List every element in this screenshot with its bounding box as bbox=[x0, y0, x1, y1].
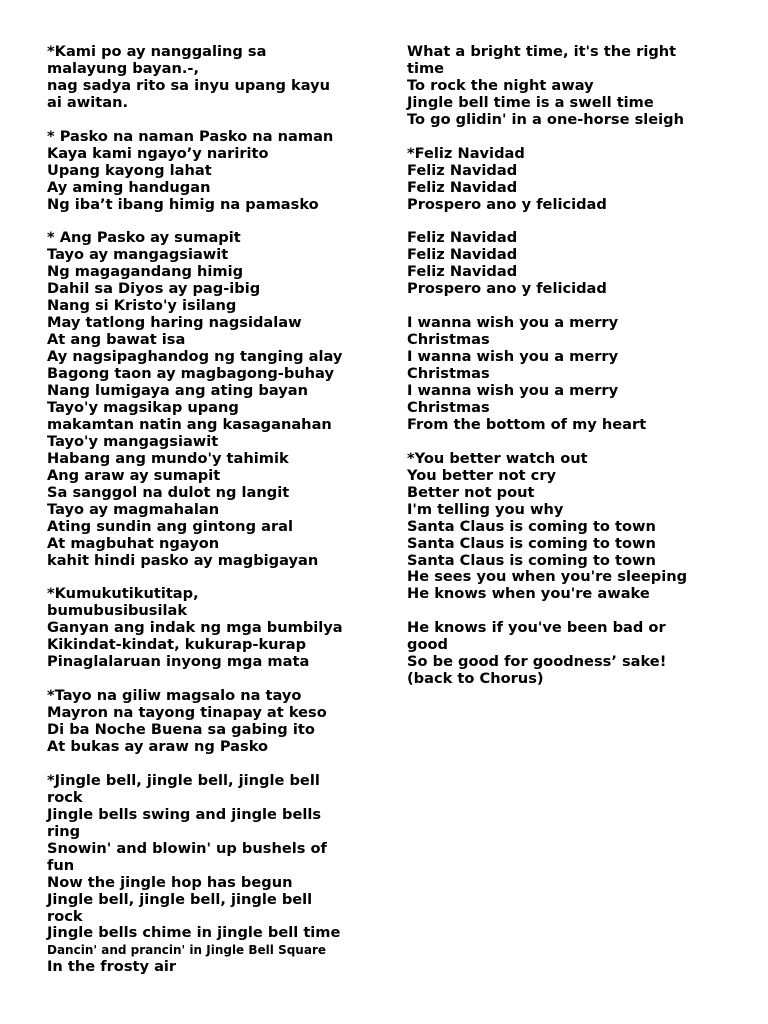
lyric-line: Santa Claus is coming to town bbox=[407, 517, 656, 535]
lyric-line: Dancin' and prancin' in Jingle Bell Square bbox=[47, 943, 326, 958]
lyric-line: Feliz Navidad bbox=[407, 161, 518, 179]
lyric-line: Jingle bell, jingle bell, jingle bell bbox=[47, 890, 313, 908]
lyric-line: Kaya kami ngayo’y naririto bbox=[47, 144, 269, 162]
lyric-line: (back to Chorus) bbox=[407, 670, 544, 688]
lyric-line: * Pasko na naman Pasko na naman bbox=[47, 127, 334, 145]
stanza bbox=[407, 230, 747, 298]
lyric-line: Feliz Navidad bbox=[407, 246, 518, 264]
lyric-line: *Kumukutikutitap, bbox=[47, 585, 199, 603]
lyric-line: Better not pout bbox=[407, 483, 535, 501]
lyric-line: ring bbox=[47, 822, 81, 840]
lyric-line: From the bottom of my heart bbox=[407, 415, 647, 433]
lyric-line: Prospero ano y felicidad bbox=[407, 195, 607, 213]
lyric-line: Upang kayong lahat bbox=[47, 161, 212, 179]
lyric-line: Christmas bbox=[407, 398, 490, 416]
stanza bbox=[407, 620, 747, 688]
lyric-line: Feliz Navidad bbox=[407, 263, 518, 281]
lyric-line: nag sadya rito sa inyu upang kayu bbox=[47, 76, 331, 94]
lyric-line: ai awitan. bbox=[47, 93, 129, 111]
lyric-line: At ang bawat isa bbox=[47, 331, 186, 349]
lyric-line: I'm telling you why bbox=[407, 500, 564, 518]
lyric-line: May tatlong haring nagsidalaw bbox=[47, 314, 302, 332]
lyric-line: rock bbox=[47, 907, 83, 925]
lyric-line: kahit hindi pasko ay magbigayan bbox=[47, 551, 319, 569]
lyric-line: I wanna wish you a merry bbox=[407, 348, 619, 366]
lyric-line: malayung bayan.-, bbox=[47, 59, 200, 77]
lyric-line: Feliz Navidad bbox=[407, 229, 518, 247]
lyric-line: I wanna wish you a merry bbox=[407, 314, 619, 332]
lyric-line: Kikindat-kindat, kukurap-kurap bbox=[47, 636, 307, 654]
lyric-line: Santa Claus is coming to town bbox=[407, 551, 656, 569]
lyric-line: At bukas ay araw ng Pasko bbox=[47, 738, 269, 756]
lyric-line: *Feliz Navidad bbox=[407, 144, 525, 162]
lyric-line: Ganyan ang indak ng mga bumbilya bbox=[47, 619, 343, 637]
stanza bbox=[47, 688, 377, 756]
lyric-line: Santa Claus is coming to town bbox=[407, 534, 656, 552]
lyric-line: So be good for goodness’ sake! bbox=[407, 653, 667, 671]
lyric-line: Ay nagsipaghandog ng tanging alay bbox=[47, 348, 343, 366]
lyric-line: Prospero ano y felicidad bbox=[407, 280, 607, 298]
lyric-line: Tayo'y magsikap upang bbox=[47, 398, 239, 416]
lyric-line: Now the jingle hop has begun bbox=[47, 873, 293, 891]
stanza bbox=[407, 44, 747, 129]
lyric-line: Nang si Kristo'y isilang bbox=[47, 297, 237, 315]
stanza bbox=[47, 586, 377, 671]
lyric-line: *Kami po ay nanggaling sa bbox=[47, 43, 267, 60]
lyric-line: Jingle bell time is a swell time bbox=[407, 93, 654, 111]
lyric-line: Ay aming handugan bbox=[47, 178, 211, 196]
lyric-line: Tayo ay magmahalan bbox=[47, 500, 220, 518]
lyric-line: rock bbox=[47, 788, 83, 806]
lyric-line: What a bright time, it's the right bbox=[407, 43, 677, 60]
lyrics-column-right bbox=[407, 44, 747, 705]
stanza bbox=[47, 773, 377, 976]
lyric-line: To rock the night away bbox=[407, 76, 594, 94]
lyric-line: bumubusibusilak bbox=[47, 602, 188, 620]
lyric-line: To go glidin' in a one-horse sleigh bbox=[407, 110, 684, 128]
lyric-line: Ng iba’t ibang himig na pamasko bbox=[47, 195, 319, 213]
lyric-line: He knows when you're awake bbox=[407, 585, 650, 603]
lyric-line: makamtan natin ang kasaganahan bbox=[47, 415, 332, 433]
lyric-line: time bbox=[407, 59, 445, 77]
lyric-line: At magbuhat ngayon bbox=[47, 534, 220, 552]
lyric-line: *Tayo na giliw magsalo na tayo bbox=[47, 687, 302, 705]
lyric-line: In the frosty air bbox=[47, 958, 177, 976]
lyric-line: You better not cry bbox=[407, 466, 557, 484]
stanza bbox=[47, 230, 377, 569]
lyric-line: Christmas bbox=[407, 365, 490, 383]
lyric-line: Dahil sa Diyos ay pag-ibig bbox=[47, 280, 261, 298]
lyric-line: I wanna wish you a merry bbox=[407, 382, 619, 400]
lyric-line: Ating sundin ang gintong aral bbox=[47, 517, 293, 535]
lyric-line: good bbox=[407, 636, 448, 654]
lyric-line: Pinaglalaruan inyong mga mata bbox=[47, 653, 310, 671]
lyric-line: Sa sanggol na dulot ng langit bbox=[47, 483, 290, 501]
stanza bbox=[47, 129, 377, 214]
lyric-line: *Jingle bell, jingle bell, jingle bell bbox=[47, 771, 320, 789]
lyric-line: * Ang Pasko ay sumapit bbox=[47, 229, 241, 247]
lyric-line: Tayo ay mangagsiawit bbox=[47, 246, 229, 264]
lyric-line: *You better watch out bbox=[407, 449, 588, 467]
lyric-line: Di ba Noche Buena sa gabing ito bbox=[47, 721, 315, 739]
stanza bbox=[407, 146, 747, 214]
lyric-line: Bagong taon ay magbagong-buhay bbox=[47, 365, 334, 383]
lyric-line: Jingle bells swing and jingle bells bbox=[47, 805, 322, 823]
lyrics-column-left bbox=[47, 44, 377, 993]
lyric-line: He knows if you've been bad or bbox=[407, 619, 666, 637]
lyric-line: Christmas bbox=[407, 331, 490, 349]
stanza bbox=[407, 451, 747, 604]
lyric-line: He sees you when you're sleeping bbox=[407, 568, 688, 586]
lyric-line: Jingle bells chime in jingle bell time bbox=[47, 924, 341, 942]
lyric-line: fun bbox=[47, 856, 75, 874]
lyric-line: Tayo'y mangagsiawit bbox=[47, 432, 219, 450]
stanza bbox=[407, 315, 747, 434]
lyric-line: Nang lumigaya ang ating bayan bbox=[47, 382, 308, 400]
stanza bbox=[47, 44, 377, 112]
lyric-line: Feliz Navidad bbox=[407, 178, 518, 196]
lyric-line: Mayron na tayong tinapay at keso bbox=[47, 704, 327, 722]
lyric-line: Snowin' and blowin' up bushels of bbox=[47, 839, 327, 857]
lyric-line: Habang ang mundo'y tahimik bbox=[47, 449, 289, 467]
lyric-line: Ang araw ay sumapit bbox=[47, 466, 221, 484]
lyric-line: Ng magagandang himig bbox=[47, 263, 244, 281]
